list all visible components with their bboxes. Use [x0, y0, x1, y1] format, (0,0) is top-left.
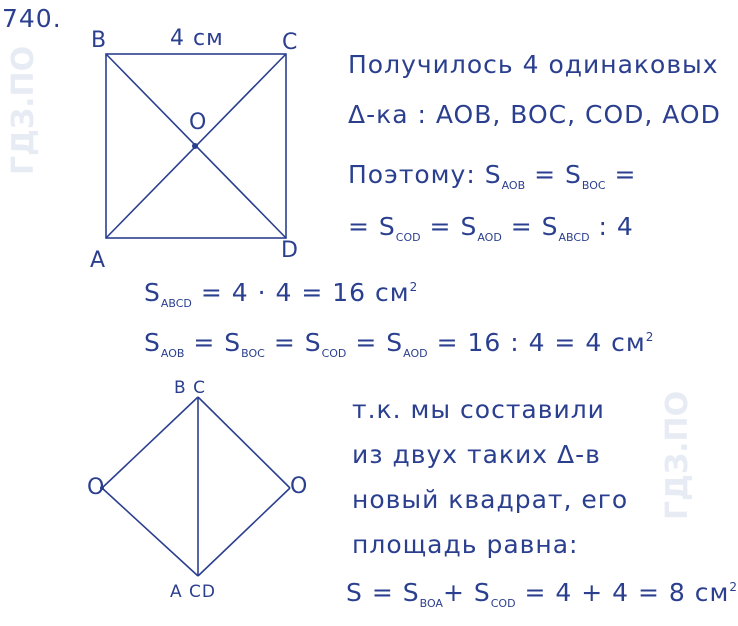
line4-s1: S	[378, 212, 396, 241]
eq-sub1: AOB	[160, 347, 185, 360]
line4-eq1: =	[429, 212, 452, 241]
line4-eq2: =	[510, 212, 533, 241]
final-eq0: =	[371, 578, 394, 607]
final-rest: = 4 + 4 = 8 см	[524, 578, 730, 607]
label-BC: B C	[174, 378, 206, 398]
watermark-top: ГДЗ.ПО	[6, 45, 41, 175]
text-line-3	[348, 160, 636, 192]
reason-line-1: т.к. мы составили	[352, 395, 605, 424]
reason-line-4: площадь равна:	[352, 530, 579, 559]
label-side: 4 см	[170, 26, 224, 51]
eq-sub4: AOD	[403, 347, 428, 360]
eq-s4: S	[386, 328, 404, 357]
label-B: B	[91, 28, 108, 53]
line3-sub2: BOC	[581, 179, 606, 192]
eq-eq1: =	[193, 328, 216, 357]
label-ACD: A CD	[170, 582, 216, 602]
label-left-O: O	[87, 475, 106, 500]
eq-exp: 2	[645, 330, 655, 344]
line3-s1: S	[484, 160, 502, 189]
final-s1: S	[402, 578, 420, 607]
line4-start: =	[348, 212, 370, 241]
final-sub1: BOA	[419, 597, 443, 610]
area-exp: 2	[409, 280, 419, 294]
line4-s3: S	[541, 212, 559, 241]
eq-eq2: =	[273, 328, 296, 357]
equal-areas-line	[144, 328, 654, 360]
eq-s2: S	[224, 328, 242, 357]
final-line: $S = S_{BOA}+ S_{COD} = 4 + 4 = 8$ $см^2$	[346, 578, 738, 610]
line3-prefix: Поэтому:	[348, 160, 476, 189]
watermark-right: ГДЗ.ПО	[660, 390, 695, 520]
final-s2: S	[473, 578, 491, 607]
line3-eq: =	[534, 160, 557, 189]
eq-rest: = 16 : 4 = 4 см	[436, 328, 646, 357]
text-line-1: Получилось 4 одинаковых	[348, 50, 719, 79]
line4-end: : 4	[598, 212, 634, 241]
final-exp: 2	[729, 580, 738, 594]
label-O: O	[189, 110, 208, 135]
final-s0: S	[346, 578, 363, 607]
area-s: S	[144, 278, 161, 307]
line4-s2: S	[460, 212, 478, 241]
label-A: A	[90, 248, 107, 273]
area-line	[144, 278, 418, 310]
text-line-2: Δ-ка : AOB, BOC, COD, AOD	[348, 100, 721, 129]
eq-s1: S	[144, 328, 161, 357]
area-expr: = 4 · 4 = 16 см	[200, 278, 410, 307]
eq-sub3: COD	[321, 347, 347, 360]
label-C: C	[282, 30, 299, 55]
line3-s2: S	[565, 160, 582, 189]
eq-s3: S	[304, 328, 322, 357]
line4-sub3: ABCD	[558, 231, 590, 244]
line4-sub1: COD	[395, 231, 421, 244]
figure-rhombus	[102, 397, 290, 576]
area-sub: ABCD	[160, 297, 192, 310]
final-sub2: COD	[490, 597, 516, 610]
text-line-4	[348, 212, 634, 244]
line3-sub1: AOB	[501, 179, 526, 192]
reason-line-2: из двух таких Δ-в	[352, 440, 601, 469]
line4-sub2: AOD	[477, 231, 502, 244]
label-D: D	[281, 238, 299, 263]
reason-line-3: новый квадрат, его	[352, 485, 629, 514]
eq-eq3: =	[355, 328, 378, 357]
line3-end: =	[614, 160, 637, 189]
problem-number: 740.	[2, 4, 62, 33]
label-right-O: O	[290, 474, 309, 499]
eq-sub2: BOC	[241, 347, 265, 360]
